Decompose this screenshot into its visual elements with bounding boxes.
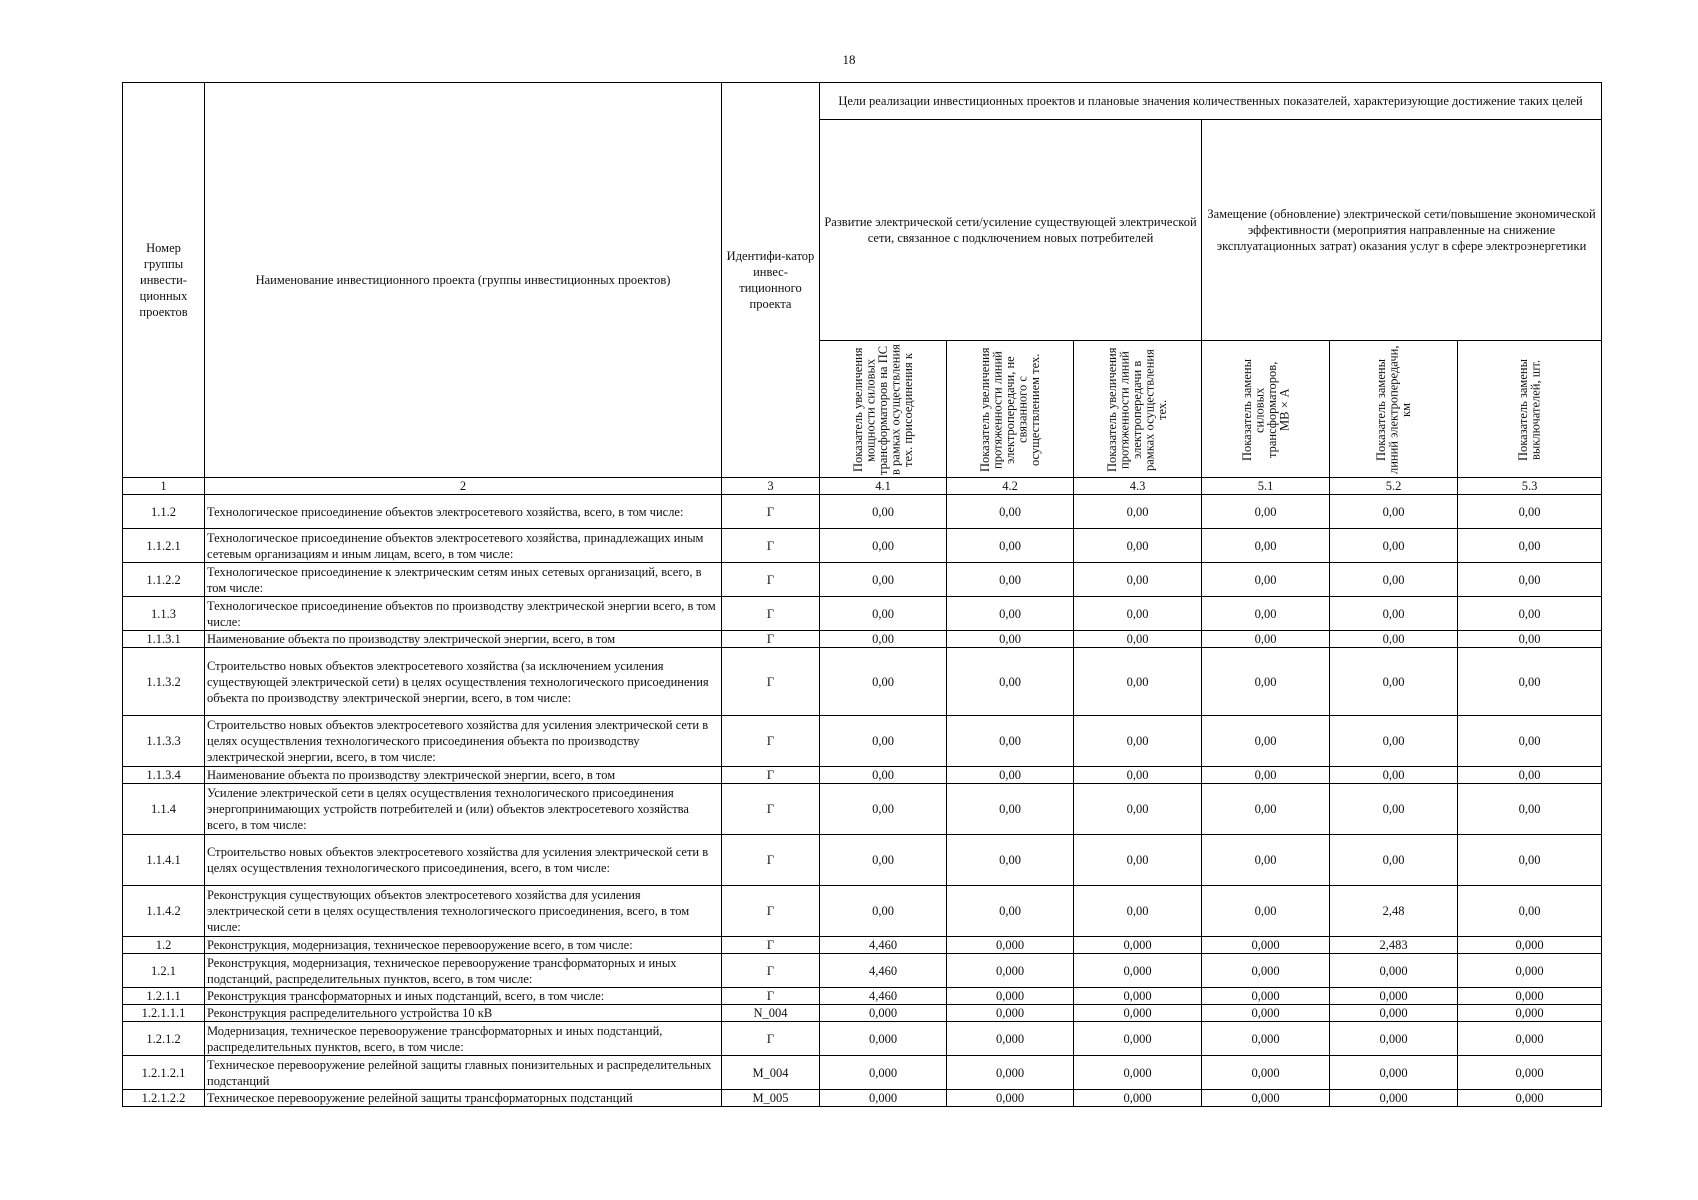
row-value-5-1: 0,00 [1202, 784, 1330, 835]
row-id: Г [722, 495, 820, 529]
row-id: N_004 [722, 1005, 820, 1022]
column-number: 4.3 [1074, 478, 1202, 495]
table-row [123, 563, 1602, 597]
row-id: Г [722, 529, 820, 563]
row-value-4-3: 0,00 [1074, 597, 1202, 631]
header-indicator-5-2-text: Показатель замены линий электропередачи, км [1373, 345, 1413, 475]
row-value-4-1: 0,00 [820, 767, 947, 784]
row-value-5-3: 0,00 [1458, 631, 1602, 648]
table-row [123, 495, 1602, 529]
row-value-5-1: 0,00 [1202, 631, 1330, 648]
row-id: Г [722, 597, 820, 631]
column-number: 5.1 [1202, 478, 1330, 495]
row-value-4-2: 0,00 [947, 529, 1074, 563]
header-indicator-4-3-text: Показатель увеличения протяженности линий электропередачи в рамках осуществления тех. [1105, 347, 1170, 473]
row-value-4-1: 0,00 [820, 784, 947, 835]
row-value-4-3: 0,000 [1074, 1022, 1202, 1056]
row-id: Г [722, 988, 820, 1005]
row-value-5-2: 0,000 [1330, 1022, 1458, 1056]
row-value-5-2: 2,48 [1330, 886, 1458, 937]
table-row [123, 1090, 1602, 1107]
row-value-5-3: 0,000 [1458, 1090, 1602, 1107]
row-value-4-3: 0,00 [1074, 563, 1202, 597]
row-value-4-3: 0,000 [1074, 1090, 1202, 1107]
row-id: Г [722, 954, 820, 988]
row-value-5-3: 0,000 [1458, 937, 1602, 954]
row-value-4-1: 0,00 [820, 563, 947, 597]
row-id: M_004 [722, 1056, 820, 1090]
row-value-5-1: 0,000 [1202, 1090, 1330, 1107]
row-number: 1.2.1 [123, 954, 205, 988]
column-number: 3 [722, 478, 820, 495]
row-number: 1.2.1.1.1 [123, 1005, 205, 1022]
header-indicator-4-1 [820, 341, 947, 478]
row-value-5-1: 0,00 [1202, 716, 1330, 767]
row-value-5-2: 0,00 [1330, 495, 1458, 529]
header-group-number: Номер группы инвести-ционных проектов [123, 83, 205, 478]
row-value-5-3: 0,000 [1458, 1022, 1602, 1056]
row-value-5-1: 0,00 [1202, 886, 1330, 937]
row-value-4-3: 0,000 [1074, 937, 1202, 954]
row-id: Г [722, 886, 820, 937]
table-row [123, 988, 1602, 1005]
row-number: 1.1.2.1 [123, 529, 205, 563]
row-value-4-3: 0,00 [1074, 529, 1202, 563]
table-header [123, 83, 1602, 495]
row-value-5-2: 0,000 [1330, 1090, 1458, 1107]
row-number: 1.1.4 [123, 784, 205, 835]
row-value-4-2: 0,000 [947, 1022, 1074, 1056]
row-value-5-2: 0,000 [1330, 988, 1458, 1005]
row-value-5-2: 0,00 [1330, 529, 1458, 563]
row-value-4-1: 0,00 [820, 716, 947, 767]
row-value-4-1: 0,00 [820, 529, 947, 563]
header-project-name: Наименование инвестиционного проекта (группы инвестиционных проектов) [205, 83, 722, 478]
table-row [123, 716, 1602, 767]
row-value-5-2: 0,00 [1330, 835, 1458, 886]
row-value-5-2: 0,000 [1330, 1056, 1458, 1090]
row-value-4-3: 0,000 [1074, 988, 1202, 1005]
header-indicator-4-2-text: Показатель увеличения протяженности линий электропередачи, не связанного с осуществлением тех. [977, 347, 1042, 473]
row-value-4-3: 0,00 [1074, 631, 1202, 648]
table-row [123, 597, 1602, 631]
header-indicator-4-1-text: Показатель увеличения мощности силовых трансформаторов на ПС в рамках осуществления тех. присоединения к [850, 344, 915, 476]
column-numbers-row [123, 478, 1602, 495]
table-row [123, 529, 1602, 563]
row-value-4-3: 0,00 [1074, 835, 1202, 886]
row-name: Реконструкция, модернизация, техническое перевооружение трансформаторных и иных подстанций, распределительных пунктов, всего, в том числе: [205, 954, 722, 988]
row-value-4-1: 0,00 [820, 495, 947, 529]
row-number: 1.1.3 [123, 597, 205, 631]
row-value-5-1: 0,000 [1202, 988, 1330, 1005]
table-row [123, 1056, 1602, 1090]
row-id: Г [722, 1022, 820, 1056]
row-value-4-2: 0,00 [947, 784, 1074, 835]
row-value-5-2: 0,00 [1330, 716, 1458, 767]
row-value-4-1: 4,460 [820, 988, 947, 1005]
row-number: 1.1.3.3 [123, 716, 205, 767]
row-value-4-3: 0,000 [1074, 1056, 1202, 1090]
row-number: 1.2.1.2 [123, 1022, 205, 1056]
table-row [123, 1005, 1602, 1022]
row-value-4-1: 4,460 [820, 954, 947, 988]
row-id: Г [722, 648, 820, 716]
row-value-4-1: 0,00 [820, 597, 947, 631]
row-value-4-2: 0,00 [947, 716, 1074, 767]
row-name: Усиление электрической сети в целях осуществления технологического присоединения энергопринимающих устройств потребителей и (или) объектов электросетевого хозяйства всего, в том числе: [205, 784, 722, 835]
row-value-5-3: 0,00 [1458, 529, 1602, 563]
row-value-4-1: 0,000 [820, 1005, 947, 1022]
row-value-5-2: 2,483 [1330, 937, 1458, 954]
row-number: 1.2.1.2.1 [123, 1056, 205, 1090]
row-name: Техническое перевооружение релейной защиты трансформаторных подстанций [205, 1090, 722, 1107]
row-value-4-2: 0,000 [947, 1005, 1074, 1022]
row-value-5-2: 0,000 [1330, 1005, 1458, 1022]
header-indicator-5-3 [1458, 341, 1602, 478]
row-value-5-1: 0,000 [1202, 1005, 1330, 1022]
row-value-4-1: 0,000 [820, 1056, 947, 1090]
row-id: Г [722, 937, 820, 954]
row-value-5-2: 0,00 [1330, 563, 1458, 597]
row-value-5-1: 0,000 [1202, 1056, 1330, 1090]
header-project-id: Идентифи-катор инвес-тиционного проекта [722, 83, 820, 478]
table-row [123, 886, 1602, 937]
row-value-5-3: 0,00 [1458, 886, 1602, 937]
table-row [123, 835, 1602, 886]
row-value-5-1: 0,00 [1202, 563, 1330, 597]
row-value-4-2: 0,000 [947, 937, 1074, 954]
row-value-5-2: 0,00 [1330, 784, 1458, 835]
table-row [123, 1022, 1602, 1056]
row-value-4-1: 0,000 [820, 1090, 947, 1107]
column-number: 1 [123, 478, 205, 495]
row-value-5-1: 0,00 [1202, 597, 1330, 631]
table-body [123, 495, 1602, 1107]
column-number: 2 [205, 478, 722, 495]
row-value-5-3: 0,000 [1458, 1056, 1602, 1090]
row-value-5-1: 0,00 [1202, 529, 1330, 563]
row-name: Технологическое присоединение к электрическим сетям иных сетевых организаций, всего, в том числе: [205, 563, 722, 597]
row-value-5-3: 0,00 [1458, 835, 1602, 886]
page-number: 18 [842, 52, 856, 67]
row-value-5-3: 0,000 [1458, 1005, 1602, 1022]
row-value-5-2: 0,00 [1330, 648, 1458, 716]
row-value-4-2: 0,000 [947, 1056, 1074, 1090]
row-value-4-1: 0,00 [820, 835, 947, 886]
row-name: Строительство новых объектов электросетевого хозяйства (за исключением усиления существующей электрической сети) в целях осуществления технологического присоединения объекта по производству электрической энергии, всего, в том числе: [205, 648, 722, 716]
row-value-4-1: 0,00 [820, 886, 947, 937]
row-name: Реконструкция трансформаторных и иных подстанций, всего, в том числе: [205, 988, 722, 1005]
table-row [123, 767, 1602, 784]
row-value-4-3: 0,000 [1074, 1005, 1202, 1022]
header-indicator-5-2 [1330, 341, 1458, 478]
row-number: 1.1.2.2 [123, 563, 205, 597]
column-number: 4.2 [947, 478, 1074, 495]
row-number: 1.1.3.4 [123, 767, 205, 784]
row-id: Г [722, 716, 820, 767]
row-value-4-3: 0,000 [1074, 954, 1202, 988]
row-value-4-1: 0,000 [820, 1022, 947, 1056]
row-value-4-2: 0,00 [947, 495, 1074, 529]
row-number: 1.1.4.2 [123, 886, 205, 937]
row-value-4-3: 0,00 [1074, 784, 1202, 835]
row-value-5-3: 0,00 [1458, 563, 1602, 597]
row-value-4-2: 0,000 [947, 954, 1074, 988]
row-id: Г [722, 784, 820, 835]
row-value-4-3: 0,00 [1074, 495, 1202, 529]
row-value-5-3: 0,000 [1458, 954, 1602, 988]
row-value-4-3: 0,00 [1074, 716, 1202, 767]
row-value-5-3: 0,00 [1458, 767, 1602, 784]
row-name: Строительство новых объектов электросетевого хозяйства для усиления электрической сети в целях осуществления технологического присоединения объекта по производству электрической энергии, всего, в том числе: [205, 716, 722, 767]
row-value-5-1: 0,000 [1202, 937, 1330, 954]
row-value-5-1: 0,000 [1202, 1022, 1330, 1056]
header-indicator-4-2 [947, 341, 1074, 478]
row-number: 1.1.3.1 [123, 631, 205, 648]
row-name: Техническое перевооружение релейной защиты главных понизительных и распределительных подстанций [205, 1056, 722, 1090]
row-value-4-3: 0,00 [1074, 886, 1202, 937]
row-value-5-3: 0,000 [1458, 988, 1602, 1005]
row-number: 1.2.1.1 [123, 988, 205, 1005]
row-value-4-2: 0,00 [947, 597, 1074, 631]
row-number: 1.2 [123, 937, 205, 954]
column-number: 4.1 [820, 478, 947, 495]
row-name: Технологическое присоединение объектов по производству электрической энергии всего, в том числе: [205, 597, 722, 631]
row-name: Технологическое присоединение объектов электросетевого хозяйства, всего, в том числе: [205, 495, 722, 529]
row-value-5-1: 0,00 [1202, 648, 1330, 716]
row-name: Технологическое присоединение объектов электросетевого хозяйства, принадлежащих иным сетевым организациям и иным лицам, всего, в том числе: [205, 529, 722, 563]
row-value-4-2: 0,00 [947, 631, 1074, 648]
row-name: Строительство новых объектов электросетевого хозяйства для усиления электрической сети в целях осуществления технологического присоединения, всего, в том числе: [205, 835, 722, 886]
row-value-5-1: 0,00 [1202, 835, 1330, 886]
row-name: Наименование объекта по производству электрической энергии, всего, в том [205, 767, 722, 784]
row-value-5-1: 0,00 [1202, 495, 1330, 529]
header-indicator-5-3-text: Показатель замены выключателей, шт. [1516, 359, 1543, 461]
table-row [123, 631, 1602, 648]
row-value-4-3: 0,00 [1074, 648, 1202, 716]
row-value-5-1: 0,000 [1202, 954, 1330, 988]
row-value-4-2: 0,00 [947, 886, 1074, 937]
row-name: Реконструкция существующих объектов электросетевого хозяйства для усиления электрической сети в целях осуществления технологического присоединения, всего, в том числе: [205, 886, 722, 937]
row-value-4-2: 0,00 [947, 767, 1074, 784]
row-number: 1.1.3.2 [123, 648, 205, 716]
row-value-5-3: 0,00 [1458, 495, 1602, 529]
row-value-4-2: 0,00 [947, 835, 1074, 886]
row-name: Реконструкция распределительного устройства 10 кВ [205, 1005, 722, 1022]
row-number: 1.1.2 [123, 495, 205, 529]
row-value-5-3: 0,00 [1458, 597, 1602, 631]
row-value-4-2: 0,000 [947, 988, 1074, 1005]
row-id: Г [722, 835, 820, 886]
investment-projects-table [122, 82, 1602, 1107]
column-number: 5.2 [1330, 478, 1458, 495]
row-value-5-2: 0,000 [1330, 954, 1458, 988]
header-indicator-4-3 [1074, 341, 1202, 478]
row-value-5-2: 0,00 [1330, 597, 1458, 631]
row-value-4-2: 0,00 [947, 563, 1074, 597]
header-indicator-5-1 [1202, 341, 1330, 478]
row-value-5-3: 0,00 [1458, 716, 1602, 767]
row-value-4-2: 0,000 [947, 1090, 1074, 1107]
table-row [123, 954, 1602, 988]
row-value-4-2: 0,00 [947, 648, 1074, 716]
header-indicator-5-1-text: Показатель замены силовых трансформаторов, МВ×А [1239, 359, 1291, 461]
row-value-4-1: 4,460 [820, 937, 947, 954]
row-value-5-1: 0,00 [1202, 767, 1330, 784]
row-value-5-2: 0,00 [1330, 767, 1458, 784]
row-value-5-3: 0,00 [1458, 784, 1602, 835]
row-number: 1.1.4.1 [123, 835, 205, 886]
header-network-development: Развитие электрической сети/усиление существующей электрической сети, связанное с подключением новых потребителей [820, 120, 1202, 341]
row-value-4-3: 0,00 [1074, 767, 1202, 784]
row-value-4-1: 0,00 [820, 631, 947, 648]
table-row [123, 648, 1602, 716]
row-value-5-2: 0,00 [1330, 631, 1458, 648]
header-network-replacement: Замещение (обновление) электрической сети/повышение экономической эффективности (мероприятия направленные на снижение эксплуатационных затрат) оказания услуг в сфере электроэнергетики [1202, 120, 1602, 341]
row-id: Г [722, 767, 820, 784]
row-id: Г [722, 631, 820, 648]
row-value-4-1: 0,00 [820, 648, 947, 716]
row-name: Реконструкция, модернизация, техническое перевооружение всего, в том числе: [205, 937, 722, 954]
row-id: Г [722, 563, 820, 597]
row-id: M_005 [722, 1090, 820, 1107]
column-number: 5.3 [1458, 478, 1602, 495]
table-row [123, 937, 1602, 954]
row-value-5-3: 0,00 [1458, 648, 1602, 716]
row-number: 1.2.1.2.2 [123, 1090, 205, 1107]
table-row [123, 784, 1602, 835]
row-name: Наименование объекта по производству электрической энергии, всего, в том [205, 631, 722, 648]
header-goals: Цели реализации инвестиционных проектов и плановые значения количественных показателей, характеризующие достижение таких целей [820, 83, 1602, 120]
row-name: Модернизация, техническое перевооружение трансформаторных и иных подстанций, распределительных пунктов, всего, в том числе: [205, 1022, 722, 1056]
